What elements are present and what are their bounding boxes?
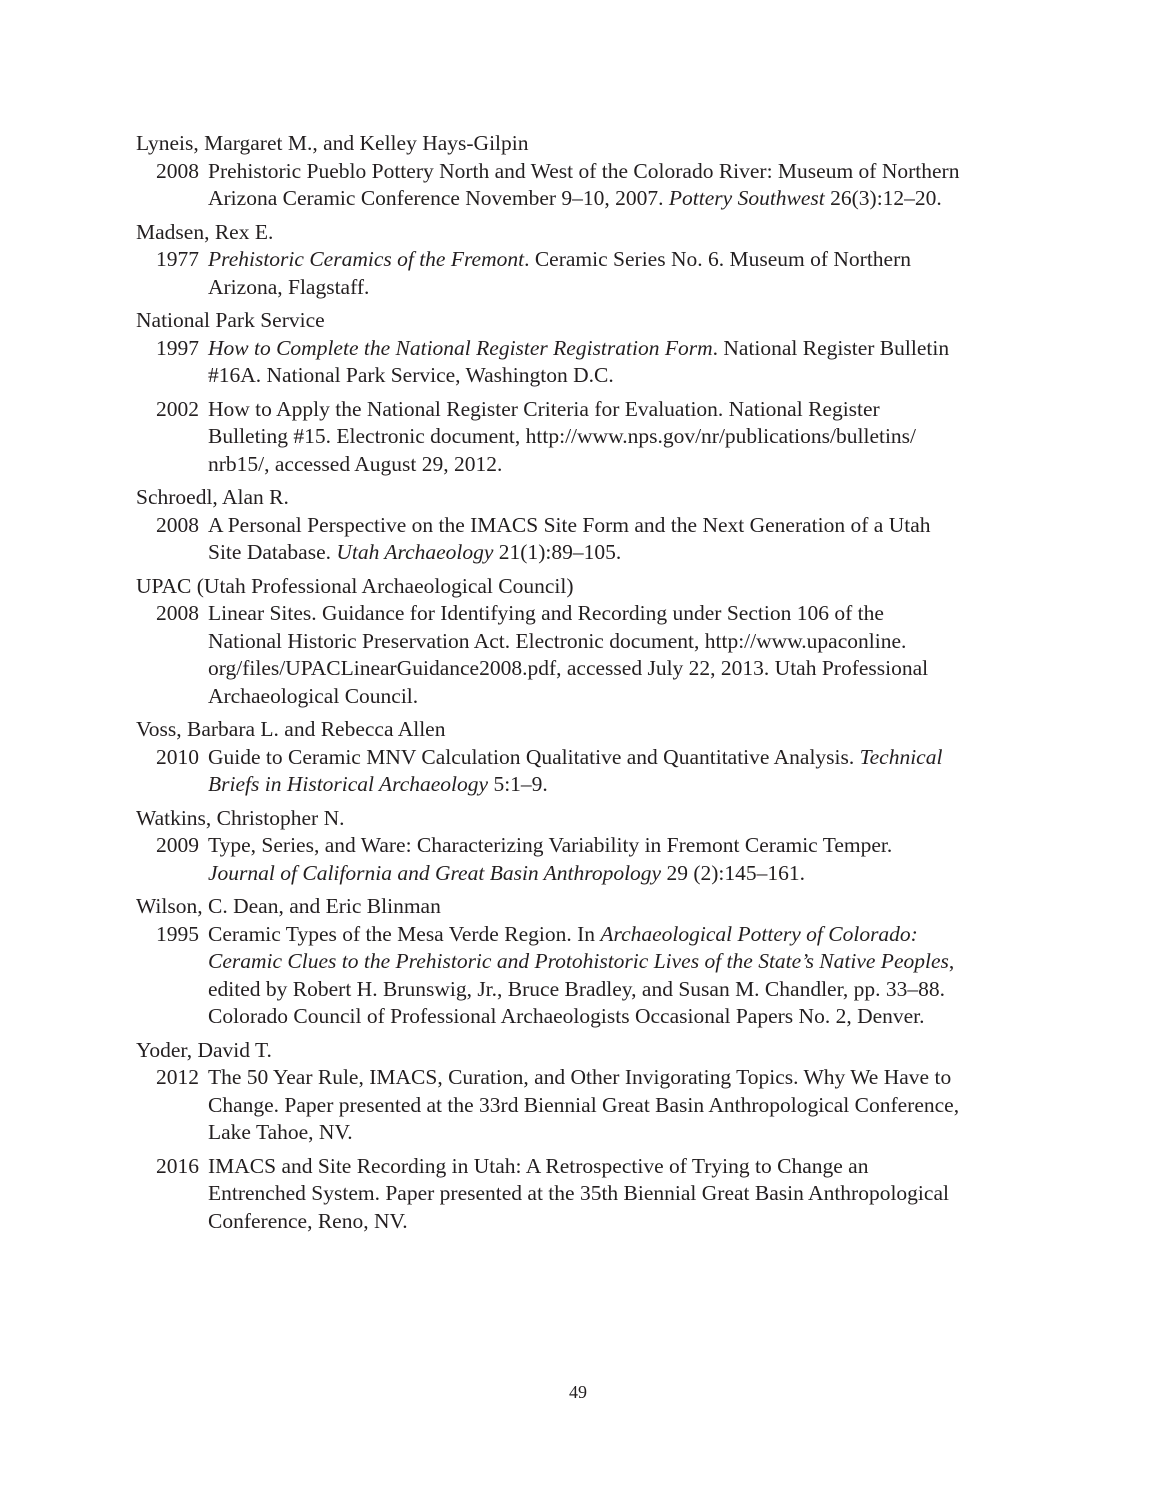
citation-line	[208, 1003, 1036, 1031]
reference-citation	[208, 335, 1036, 390]
citation-text: Guide to Ceramic MNV Calculation Qualitative and Quantitative Analysis.	[208, 744, 860, 769]
citation-text: IMACS and Site Recording in Utah: A Retrospective of Trying to Change an	[208, 1153, 869, 1178]
citation-line	[208, 539, 1036, 567]
reference-group	[136, 893, 1036, 1031]
reference-entry	[136, 921, 1036, 1031]
reference-list	[136, 130, 1036, 1241]
citation-line	[208, 1180, 1036, 1208]
reference-author: UPAC (Utah Professional Archaeological Council)	[136, 573, 574, 598]
citation-text: 21(1):89–105.	[493, 540, 622, 564]
citation-title: How to Complete the National Register Registration Form	[208, 335, 713, 360]
reference-citation	[208, 1153, 1036, 1236]
citation-text: Linear Sites. Guidance for Identifying and Recording under Section 106 of the	[208, 601, 884, 625]
citation-text: Site Database.	[208, 540, 337, 564]
citation-line	[208, 335, 1036, 363]
citation-line	[208, 744, 1036, 772]
reference-citation	[208, 512, 1036, 567]
reference-author: Wilson, C. Dean, and Eric Blinman	[136, 894, 441, 918]
citation-text: Type, Series, and Ware: Characterizing Variability in Fremont Ceramic Temper.	[208, 833, 893, 857]
reference-entry	[136, 1153, 1036, 1236]
citation-text: Colorado Council of Professional Archaeologists Occasional Papers No. 2, Denver.	[208, 1004, 925, 1028]
reference-citation	[208, 1064, 1036, 1147]
reference-group	[136, 130, 1036, 213]
citation-title: Briefs in Historical Archaeology	[208, 772, 489, 796]
citation-line	[208, 1064, 1036, 1092]
citation-line	[208, 655, 1036, 683]
citation-text: ,	[948, 949, 955, 973]
reference-entry	[136, 335, 1036, 390]
citation-text: Archaeological Council.	[208, 683, 419, 708]
citation-line	[208, 451, 1036, 479]
citation-text: Prehistoric Pueblo Pottery North and West of the Colorado River: Museum of Northern	[208, 158, 960, 183]
reference-citation	[208, 158, 1036, 213]
citation-line	[208, 921, 1036, 949]
citation-line	[208, 860, 1036, 888]
reference-citation	[208, 600, 1036, 710]
citation-title: Archaeological Pottery of Colorado:	[600, 921, 918, 946]
reference-author: Yoder, David T.	[136, 1037, 272, 1062]
citation-text: Arizona Ceramic Conference November 9–10, 2007.	[208, 186, 669, 210]
reference-group	[136, 716, 1036, 799]
reference-author: Watkins, Christopher N.	[136, 805, 345, 830]
reference-group	[136, 805, 1036, 888]
citation-text: Lake Tahoe, NV.	[208, 1120, 353, 1144]
reference-year: 2008	[156, 158, 199, 183]
reference-year: 1977	[156, 247, 199, 271]
citation-title: Journal of California and Great Basin Anthropology	[208, 860, 662, 885]
reference-year: 2009	[156, 833, 199, 857]
reference-entry	[136, 512, 1036, 567]
citation-line	[208, 628, 1036, 656]
citation-line	[208, 683, 1036, 711]
citation-line	[208, 976, 1036, 1004]
reference-citation	[208, 246, 1036, 301]
citation-title: Pottery Southwest	[668, 186, 825, 210]
reference-group	[136, 307, 1036, 478]
citation-title: Prehistoric Ceramics of the Fremont	[208, 247, 525, 271]
reference-entry	[136, 1064, 1036, 1147]
citation-title: Technical	[859, 744, 943, 769]
citation-text: Arizona, Flagstaff.	[208, 274, 370, 299]
reference-citation	[208, 744, 1036, 799]
citation-text: A Personal Perspective on the IMACS Site Form and the Next Generation of a Utah	[208, 512, 931, 537]
reference-entry	[136, 246, 1036, 301]
reference-group	[136, 219, 1036, 302]
citation-text: #16A. National Park Service, Washington D.C.	[208, 363, 614, 387]
reference-group	[136, 484, 1036, 567]
citation-line	[208, 396, 1036, 424]
citation-text: Entrenched System. Paper presented at the 35th Biennial Great Basin Anthropological	[208, 1181, 949, 1205]
reference-year: 1997	[156, 335, 199, 360]
reference-author: Schroedl, Alan R.	[136, 485, 289, 509]
citation-text: 29 (2):145–161.	[661, 860, 806, 885]
citation-text: Bulleting #15. Electronic document, http://www.nps.gov/nr/publications/bulletins/	[208, 424, 917, 448]
reference-citation	[208, 921, 1036, 1031]
reference-entry	[136, 396, 1036, 479]
reference-year: 2012	[156, 1065, 199, 1089]
citation-line	[208, 362, 1036, 390]
reference-entry	[136, 832, 1036, 887]
citation-text: Change. Paper presented at the 33rd Biennial Great Basin Anthropological Conference,	[208, 1092, 960, 1117]
reference-author: Voss, Barbara L. and Rebecca Allen	[136, 717, 446, 741]
reference-author: Madsen, Rex E.	[136, 219, 274, 244]
citation-line	[208, 158, 1036, 186]
citation-text: Ceramic Types of the Mesa Verde Region. In	[208, 921, 601, 946]
citation-line	[208, 274, 1036, 302]
citation-text: nrb15/, accessed August 29, 2012.	[208, 451, 503, 476]
reference-group	[136, 1037, 1036, 1236]
citation-text: Conference, Reno, NV.	[208, 1208, 408, 1233]
reference-year: 2002	[156, 396, 199, 421]
page-number: 49	[569, 1382, 587, 1402]
citation-line	[208, 948, 1036, 976]
citation-title: Utah Archaeology	[336, 540, 494, 564]
reference-citation	[208, 832, 1036, 887]
citation-line	[208, 1119, 1036, 1147]
citation-line	[208, 771, 1036, 799]
citation-line	[208, 423, 1036, 451]
reference-entry	[136, 744, 1036, 799]
citation-line	[208, 1153, 1036, 1181]
citation-line	[208, 185, 1036, 213]
reference-entry	[136, 158, 1036, 213]
citation-line	[208, 512, 1036, 540]
citation-text: The 50 Year Rule, IMACS, Curation, and Other Invigorating Topics. Why We Have to	[208, 1065, 952, 1089]
citation-line	[208, 600, 1036, 628]
citation-line	[208, 1092, 1036, 1120]
reference-year: 2008	[156, 512, 199, 537]
reference-author: National Park Service	[136, 308, 325, 332]
citation-text: org/files/UPACLinearGuidance2008.pdf, accessed July 22, 2013. Utah Professional	[208, 656, 929, 680]
reference-year: 2008	[156, 601, 199, 625]
reference-year: 1995	[156, 921, 199, 946]
reference-entry	[136, 600, 1036, 710]
citation-line	[208, 1208, 1036, 1236]
reference-citation	[208, 396, 1036, 479]
citation-text: . Ceramic Series No. 6. Museum of Northern	[524, 247, 912, 271]
citation-line	[208, 832, 1036, 860]
citation-text: edited by Robert H. Brunswig, Jr., Bruce Bradley, and Susan M. Chandler, pp. 33–88.	[208, 976, 946, 1001]
reference-author: Lyneis, Margaret M., and Kelley Hays-Gilpin	[136, 131, 529, 155]
citation-text: How to Apply the National Register Criteria for Evaluation. National Register	[208, 396, 880, 421]
citation-text: . National Register Bulletin	[712, 335, 950, 360]
citation-line	[208, 246, 1036, 274]
reference-year: 2010	[156, 744, 199, 769]
citation-text: 26(3):12–20.	[824, 186, 942, 210]
reference-year: 2016	[156, 1153, 199, 1178]
citation-title: Ceramic Clues to the Prehistoric and Protohistoric Lives of the State’s Native Peoples	[208, 949, 949, 973]
citation-text: 5:1–9.	[488, 772, 548, 796]
reference-group	[136, 573, 1036, 711]
citation-text: National Historic Preservation Act. Electronic document, http://www.upaconline.	[208, 628, 907, 653]
